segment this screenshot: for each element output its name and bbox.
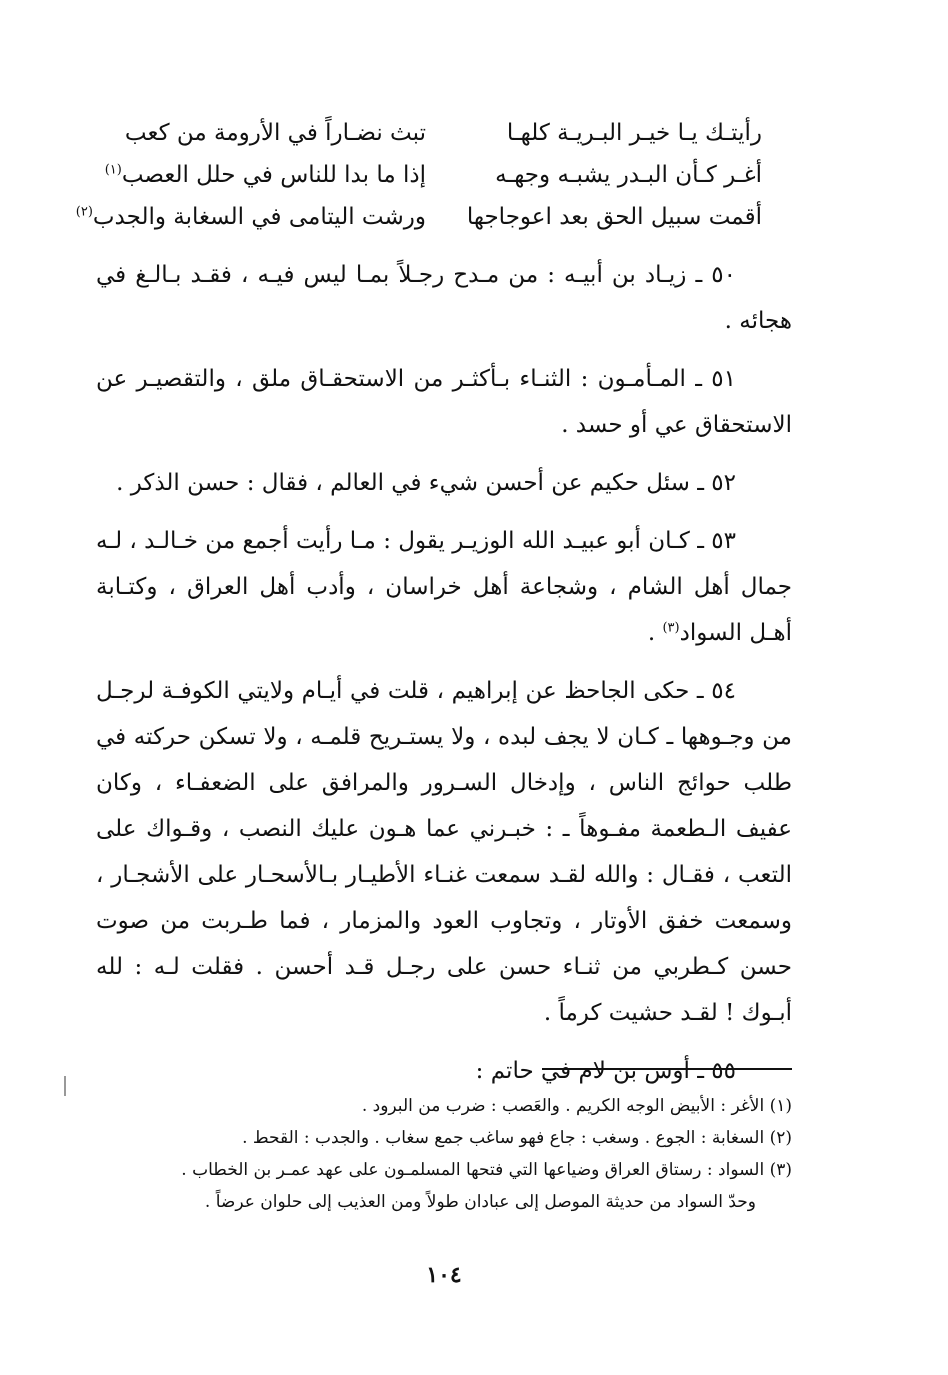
page-number: ١٠٤	[426, 1262, 462, 1288]
paragraph	[96, 518, 792, 656]
verse-first-hemistich: رأيتـك يـا خيـر البـريـة كلهـا	[506, 120, 762, 146]
verse-second-hemistich	[96, 112, 426, 154]
footnote: وحدّ السواد من حديثة الموصل إلى عبادان طولاً ومن العذيب إلى حلوان عرضاً .	[204, 1192, 756, 1212]
footnote-marker: (١)	[104, 162, 122, 178]
verse-row	[75, 196, 792, 238]
paragraph	[96, 668, 792, 1036]
paragraph-text: ٥٥ ـ أوس بن لام في حاتم :	[475, 1058, 736, 1084]
paragraph-text: ٥٤ ـ حكى الجاحظ عن إبراهيم ، قلت في أيـام ولايتي الكوفـة لرجـل من وجـوهها ـ كـان لا يجف لبده ، ولا يستـريح قلمـه ، ولا تسكن حركته في طلب حوائج الناس ، وإدخال السـرور والمرافق على الضعفـاء ، وكان عفيف الـطعمة مفـوهاً ـ : خبـرني عما هـون عليك النصب ، وقـواك على التعب ، فقـال : والله لقـد سمعت غنـاء الأطيـار بـالأسحـار على الأشجـار ، وسمعت خفق الأوتار ، وتجاوب العود والمزمار ، فما طـربت من صوت حسن كـطربي من ثنـاء حسن على رجـل قـد أحسن . فقلت لـه : لله أبـوك ! لقـد حشيت كرماً .	[96, 678, 792, 1026]
verse-second-hemistich	[96, 154, 426, 196]
paragraph-end: .	[647, 620, 663, 646]
paragraph	[96, 356, 792, 448]
paragraphs	[96, 252, 792, 1106]
footnote-marker: (٣)	[662, 620, 680, 636]
verse-row	[96, 112, 792, 154]
footnote: (١) الأغر : الأبيض الوجه الكريم . والعَصب : ضرب من البرود .	[361, 1096, 792, 1116]
verse-first-hemistich: أغـر كـأن البـدر يشبـه وجهـه	[495, 162, 762, 188]
paragraph-text: ٥٠ ـ زيـاد بن أبيـه : من مـدح رجـلاً بمـا ليس فيـه ، فقـد بـالـغ في هجائه .	[96, 262, 792, 334]
verse-second-hemistich-text: ورشت اليتامى في السغابة والجدب	[92, 204, 426, 230]
verse-second-hemistich	[75, 196, 426, 238]
paragraph	[96, 252, 792, 344]
verse-row	[96, 154, 792, 196]
margin-mark	[64, 1076, 66, 1096]
footnote: (٣) السواد : رستاق العراق وضياعها التي فتحها المسلمـون على عهد عمـر بن الخطاب .	[181, 1160, 792, 1180]
footnote-separator	[542, 1068, 792, 1070]
footnote-marker: (٢)	[75, 204, 93, 220]
verse-second-hemistich-text: إذا ما بدا للناس في حلل العصب	[121, 162, 426, 188]
paragraph	[96, 460, 792, 506]
book-page	[75, 0, 792, 1375]
paragraph-text: ٥١ ـ المـأمـون : الثنـاء بـأكثـر من الاستحقـاق ملق ، والتقصيـر عن الاستحقاق عي أو حسد .	[96, 366, 792, 438]
paragraph-text: ٥٣ ـ كـان أبو عبيـد الله الوزيـر يقول : مـا رأيت أجمع من خـالـد ، لـه جمال أهل الشام ، وشجاعة أهل خراسان ، وأدب أهل العراق ، وكتـابة أهـل السواد	[96, 528, 792, 646]
poem-verses	[75, 112, 792, 238]
verse-second-hemistich-text: تبث نضـاراً في الأرومة من كعب	[124, 120, 426, 146]
paragraph-text: ٥٢ ـ سئل حكيم عن أحسن شيء في العالم ، فقال : حسن الذكر .	[116, 470, 736, 496]
paragraph	[96, 1048, 792, 1094]
footnotes	[96, 1090, 792, 1218]
verse-first-hemistich: أقمت سبيل الحق بعد اعوجاجها	[466, 204, 762, 230]
footnote: (٢) السغابة : الجوع . وسغب : جاع فهو ساغب جمع سغاب . والجدب : القحط .	[242, 1128, 792, 1148]
